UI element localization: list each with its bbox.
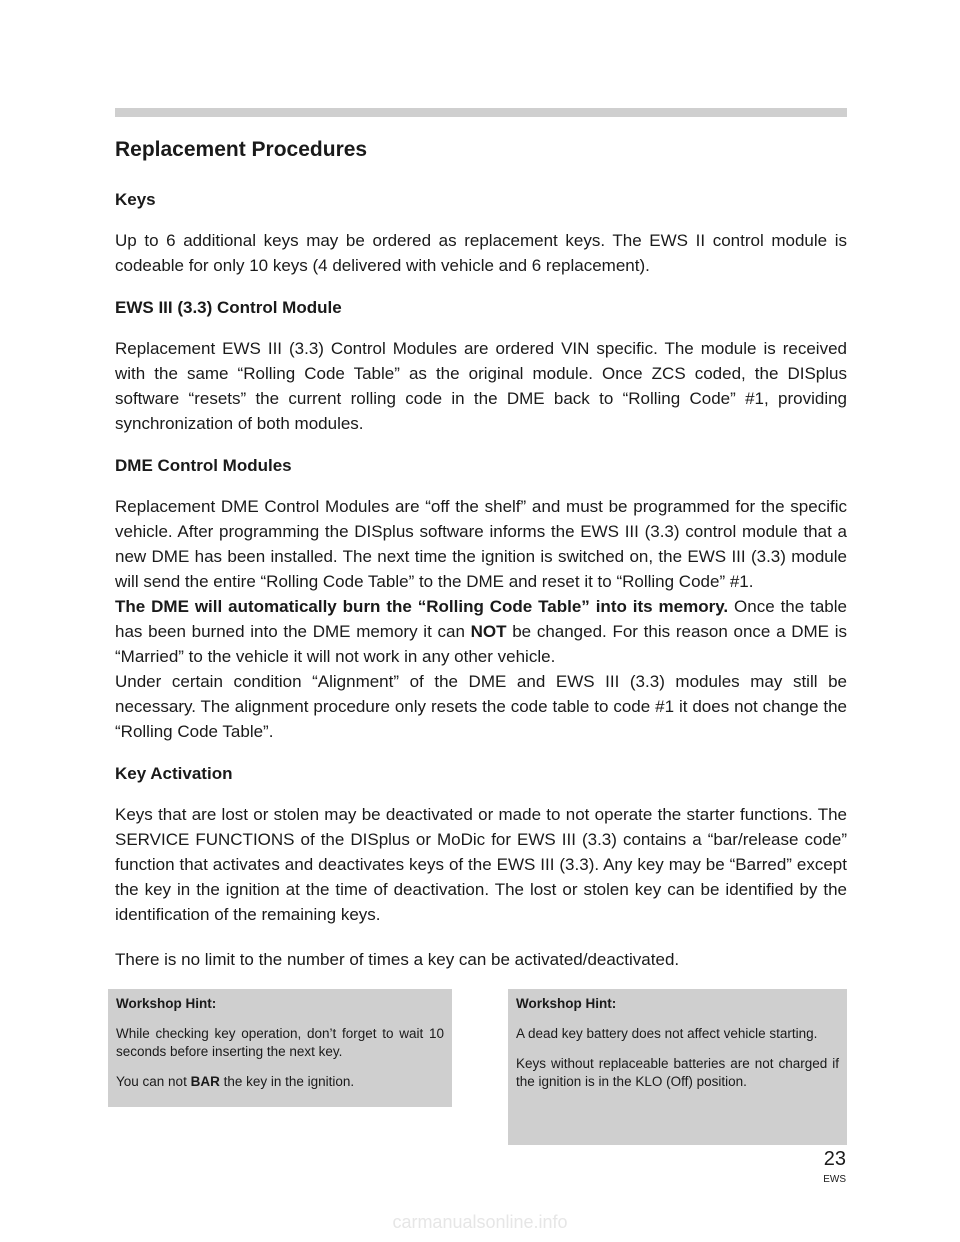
ews-body: Replacement EWS III (3.3) Control Modules are ordered VIN specific. The module is received with the same “Rolling Code Table” as the original module. Once ZCS coded, the DISplus software “resets” the current rolling code in the DME back to “Rolling Code” #1, providing synchronization of both modules.: [115, 339, 847, 433]
dme-body-2a: Once the table has been burned into the DME memory it can: [115, 597, 847, 641]
main-content: [115, 138, 847, 992]
hint-text: [116, 1073, 444, 1091]
dme-heading: DME Control Modules: [115, 456, 292, 475]
activation-body-1: Keys that are lost or stolen may be deactivated or made to not operate the starter functions. The SERVICE FUNCTIONS of the DISplus or MoDic for EWS III (3.3) contains a “bar/release code” function that activates and deactivates keys of the EWS III (3.3). Any key may be “Barred” except the key in the ignition at the time of deactivation. The lost or stolen key can be identified by the identification of the remaining keys.: [115, 805, 847, 924]
activation-body-2: There is no limit to the number of times a key can be activated/deactivated.: [115, 950, 680, 969]
watermark: carmanualsonline.info: [392, 1212, 568, 1232]
keys-heading: Keys: [115, 190, 156, 209]
hint-title: Workshop Hint:: [116, 996, 217, 1011]
dme-body-1: Replacement DME Control Modules are “off the shelf” and must be programmed for the specific vehicle. After programming the DISplus software informs the EWS III (3.3) control module that a new DME has been installed. The next time the ignition is switched on, the EWS III (3.3) module will send the entire “Rolling Code Table” to the DME and reset it to “Rolling Code” #1.: [115, 497, 847, 591]
dme-emphasis: The DME will automatically burn the “Rolling Code Table” into its memory.: [115, 597, 729, 616]
workshop-hint-box-1: [108, 989, 452, 1107]
hint-text: A dead key battery does not affect vehicle starting.: [516, 1026, 818, 1041]
ews-heading: EWS III (3.3) Control Module: [115, 298, 342, 317]
keys-body: Up to 6 additional keys may be ordered as replacement keys. The EWS II control module is codeable for only 10 keys (4 delivered with vehicle and 6 replacement).: [115, 231, 847, 275]
hint-text-post: the key in the ignition.: [219, 1074, 355, 1089]
hint-text: While checking key operation, don’t forget to wait 10 seconds before inserting the next key.: [116, 1026, 444, 1059]
activation-heading: Key Activation: [115, 764, 233, 783]
hint-title: Workshop Hint:: [516, 996, 617, 1011]
workshop-hint-box-2: [508, 989, 847, 1145]
page-number: 23: [823, 1148, 846, 1170]
dme-body-3: Under certain condition “Alignment” of the DME and EWS III (3.3) modules may still be necessary. The alignment procedure only resets the code table to code #1 it does not change the “Rolling Code Table”.: [115, 672, 847, 741]
section-label: EWS: [823, 1174, 846, 1185]
hint-text: Keys without replaceable batteries are not charged if the ignition is in the KLO (Off) position.: [516, 1056, 839, 1089]
top-rule: [115, 108, 847, 117]
dme-body-2: [115, 594, 847, 669]
page-title: Replacement Procedures: [115, 138, 368, 161]
not-word: NOT: [470, 622, 507, 641]
bar-word: BAR: [190, 1074, 220, 1089]
dme-body-2b: be changed. For this reason once a DME is “Married” to the vehicle it will not work in any other vehicle.: [115, 622, 847, 666]
hint-text-pre: You can not: [116, 1074, 191, 1089]
